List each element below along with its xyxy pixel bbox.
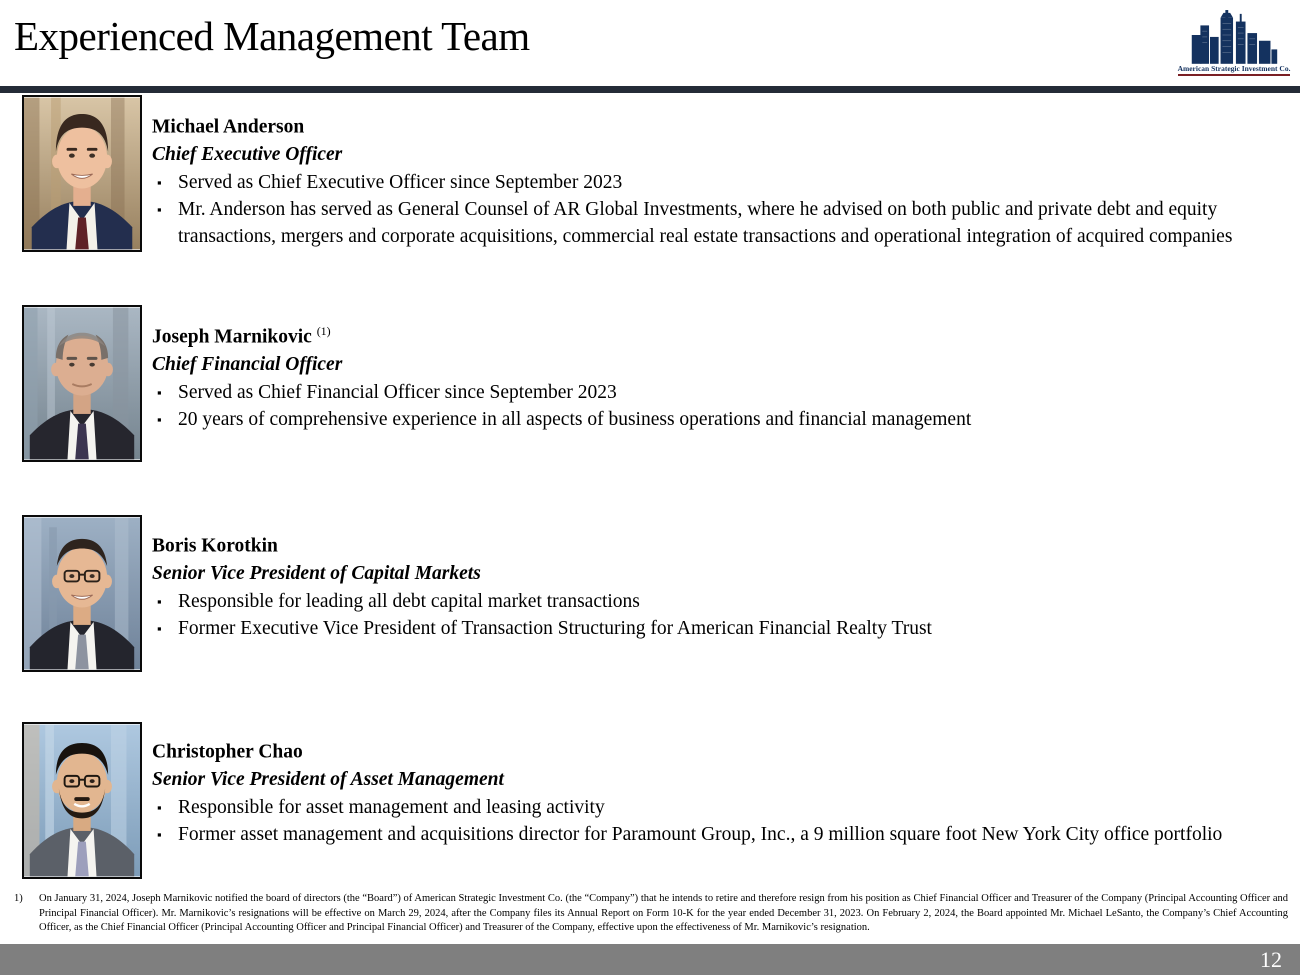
- profile-bullets: [152, 169, 1276, 250]
- footnote-marker: 1): [14, 893, 23, 904]
- headshot-joseph-marnikovic: [22, 305, 142, 462]
- bullet-item: ▪ Served as Chief Financial Officer since September 2023: [152, 379, 1276, 406]
- title-divider-rule: [0, 86, 1300, 93]
- headshot-illustration: [24, 724, 140, 877]
- bullet-item: ▪ Responsible for asset management and leasing activity: [152, 794, 1276, 821]
- footnote: [14, 892, 1288, 936]
- footnote-ref: (1): [316, 324, 331, 338]
- headshot-illustration: [24, 307, 140, 460]
- headshot-illustration: [24, 517, 140, 670]
- headshot-michael-anderson: [22, 95, 142, 252]
- profile-name: Michael Anderson: [152, 116, 305, 138]
- headshot-illustration: [24, 97, 140, 250]
- profile-bullets: [152, 379, 1276, 433]
- bullet-item: ▪ 20 years of comprehensive experience in all aspects of business operations and financial management: [152, 406, 1276, 433]
- profile-role: Senior Vice President of Asset Management: [152, 768, 504, 790]
- skyline-logo-icon: [1186, 6, 1282, 64]
- bullet-item: ▪ Mr. Anderson has served as General Counsel of AR Global Investments, where he advised on both public and private debt and equity transactions, mergers and corporate acquisitions, commercial real estate transactions and operational integration of acquired companies: [152, 196, 1276, 250]
- logo-company-name: American Strategic Investment Co.: [1178, 64, 1291, 76]
- company-logo: [1177, 6, 1291, 82]
- bullet-item: ▪ Served as Chief Executive Officer since September 2023: [152, 169, 1276, 196]
- profile-name: Joseph Marnikovic $^{(1)}$: [152, 324, 331, 348]
- bullet-item: ▪ Former Executive Vice President of Transaction Structuring for American Financial Realty Trust: [152, 615, 1276, 642]
- headshot-boris-korotkin: [22, 515, 142, 672]
- profile-bullets: [152, 588, 1276, 642]
- bullet-item: ▪ Responsible for leading all debt capital market transactions: [152, 588, 1276, 615]
- profile-joseph-marnikovic: [152, 318, 1276, 433]
- profile-role: Chief Executive Officer: [152, 143, 343, 165]
- profile-michael-anderson: [152, 108, 1276, 250]
- profile-christopher-chao: [152, 733, 1276, 848]
- profile-role: Chief Financial Officer: [152, 353, 343, 375]
- profile-name: Christopher Chao: [152, 741, 303, 763]
- footnote-text: On January 31, 2024, Joseph Marnikovic notified the board of directors (the “Board”) of American Strategic Investment Co. (the “Company”) that he intends to retire and therefore resign from his position as Chief Financial Officer and Treasurer of the Company (Principal Accounting Officer and Principal Financial Officer). Mr. Marnikovic’s resignations will be effective on March 29, 2024, after the Company files its Annual Report on Form 10-K for the year ended December 31, 2023. On February 2, 2024, the Board appointed Mr. Michael LeSanto, the Company’s Chief Accounting Officer, as the Chief Financial Officer (Principal Accounting Officer and Principal Financial Officer) and Treasurer of the Company, effective upon the effectiveness of Mr. Marnikovic’s resignation.: [39, 893, 1288, 933]
- page-number: 12: [1260, 947, 1282, 972]
- headshot-christopher-chao: [22, 722, 142, 879]
- profile-bullets: [152, 794, 1276, 848]
- bullet-item: ▪ Former asset management and acquisitions director for Paramount Group, Inc., a 9 million square foot New York City office portfolio: [152, 821, 1276, 848]
- profile-role: Senior Vice President of Capital Markets: [152, 562, 481, 584]
- profile-name: Boris Korotkin: [152, 535, 278, 557]
- page-title: Experienced Management Team: [14, 13, 530, 59]
- profile-boris-korotkin: [152, 527, 1276, 642]
- footer-bar: [0, 944, 1300, 975]
